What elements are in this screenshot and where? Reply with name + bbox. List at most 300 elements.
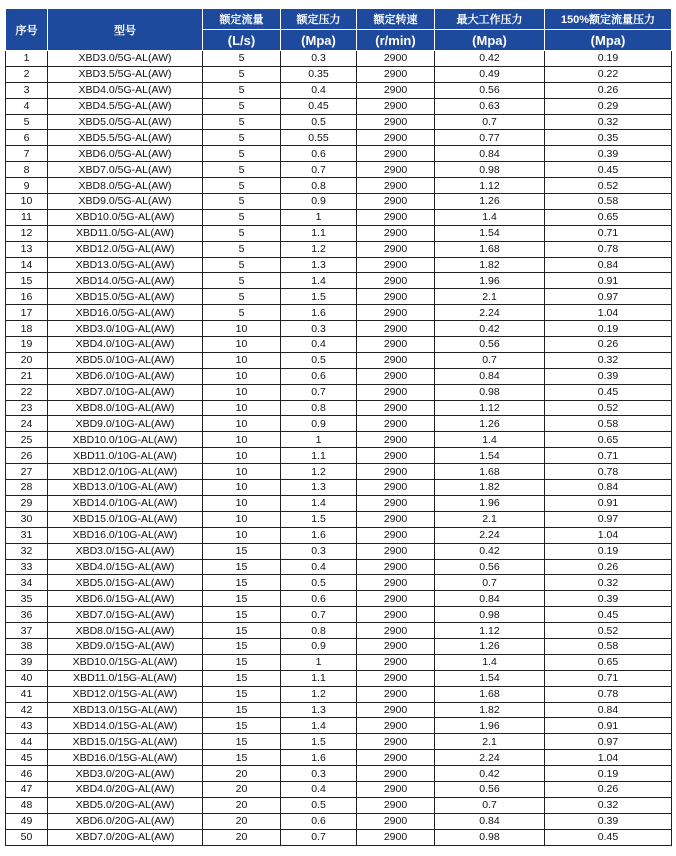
cell-model: XBD16.0/15G-AL(AW) xyxy=(48,750,203,766)
cell-flow: 5 xyxy=(203,194,281,210)
cell-index: 3 xyxy=(6,82,48,98)
cell-pressure: 1.5 xyxy=(281,734,357,750)
cell-150-pressure: 0.32 xyxy=(545,797,672,813)
cell-max-pressure: 0.98 xyxy=(435,162,545,178)
cell-speed: 2900 xyxy=(357,464,435,480)
table-row xyxy=(6,638,672,654)
cell-max-pressure: 0.84 xyxy=(435,591,545,607)
cell-pressure: 0.9 xyxy=(281,638,357,654)
cell-index: 9 xyxy=(6,178,48,194)
cell-max-pressure: 1.82 xyxy=(435,702,545,718)
cell-flow: 5 xyxy=(203,305,281,321)
cell-index: 46 xyxy=(6,766,48,782)
cell-flow: 10 xyxy=(203,464,281,480)
cell-index: 32 xyxy=(6,543,48,559)
cell-150-pressure: 1.04 xyxy=(545,527,672,543)
cell-model: XBD4.5/5G-AL(AW) xyxy=(48,98,203,114)
cell-150-pressure: 0.39 xyxy=(545,591,672,607)
table-row xyxy=(6,400,672,416)
header-flow: 额定流量 xyxy=(203,9,281,30)
cell-150-pressure: 0.58 xyxy=(545,194,672,210)
cell-150-pressure: 0.26 xyxy=(545,559,672,575)
table-row xyxy=(6,352,672,368)
cell-pressure: 0.9 xyxy=(281,194,357,210)
cell-speed: 2900 xyxy=(357,337,435,353)
pump-spec-table xyxy=(5,8,672,846)
cell-150-pressure: 0.65 xyxy=(545,209,672,225)
cell-model: XBD16.0/10G-AL(AW) xyxy=(48,527,203,543)
cell-max-pressure: 0.42 xyxy=(435,543,545,559)
cell-max-pressure: 1.68 xyxy=(435,464,545,480)
cell-index: 18 xyxy=(6,321,48,337)
header-max-pressure: 最大工作压力 xyxy=(435,9,545,30)
cell-pressure: 1.4 xyxy=(281,273,357,289)
cell-max-pressure: 0.56 xyxy=(435,82,545,98)
cell-speed: 2900 xyxy=(357,495,435,511)
cell-speed: 2900 xyxy=(357,321,435,337)
table-row xyxy=(6,702,672,718)
cell-flow: 5 xyxy=(203,162,281,178)
cell-max-pressure: 2.24 xyxy=(435,527,545,543)
cell-index: 35 xyxy=(6,591,48,607)
table-row xyxy=(6,114,672,130)
cell-index: 30 xyxy=(6,511,48,527)
table-row xyxy=(6,432,672,448)
cell-max-pressure: 1.54 xyxy=(435,448,545,464)
cell-model: XBD6.0/15G-AL(AW) xyxy=(48,591,203,607)
cell-150-pressure: 0.58 xyxy=(545,638,672,654)
cell-pressure: 0.6 xyxy=(281,146,357,162)
cell-150-pressure: 0.91 xyxy=(545,495,672,511)
cell-max-pressure: 0.7 xyxy=(435,575,545,591)
cell-flow: 10 xyxy=(203,352,281,368)
cell-speed: 2900 xyxy=(357,702,435,718)
cell-model: XBD15.0/10G-AL(AW) xyxy=(48,511,203,527)
table-row xyxy=(6,464,672,480)
cell-pressure: 1.2 xyxy=(281,464,357,480)
cell-model: XBD13.0/5G-AL(AW) xyxy=(48,257,203,273)
cell-index: 13 xyxy=(6,241,48,257)
cell-pressure: 1.5 xyxy=(281,289,357,305)
cell-model: XBD4.0/5G-AL(AW) xyxy=(48,82,203,98)
table-row xyxy=(6,750,672,766)
cell-pressure: 0.3 xyxy=(281,51,357,67)
table-row xyxy=(6,130,672,146)
cell-flow: 5 xyxy=(203,130,281,146)
cell-model: XBD4.0/10G-AL(AW) xyxy=(48,337,203,353)
cell-model: XBD3.5/5G-AL(AW) xyxy=(48,66,203,82)
cell-index: 20 xyxy=(6,352,48,368)
cell-speed: 2900 xyxy=(357,305,435,321)
cell-max-pressure: 0.42 xyxy=(435,51,545,67)
cell-150-pressure: 0.71 xyxy=(545,448,672,464)
cell-pressure: 0.5 xyxy=(281,114,357,130)
cell-max-pressure: 1.82 xyxy=(435,480,545,496)
cell-pressure: 0.3 xyxy=(281,321,357,337)
cell-flow: 5 xyxy=(203,178,281,194)
cell-150-pressure: 0.84 xyxy=(545,480,672,496)
cell-pressure: 0.3 xyxy=(281,766,357,782)
table-row xyxy=(6,448,672,464)
cell-index: 36 xyxy=(6,607,48,623)
cell-max-pressure: 1.12 xyxy=(435,178,545,194)
table-row xyxy=(6,511,672,527)
cell-150-pressure: 0.58 xyxy=(545,416,672,432)
cell-flow: 15 xyxy=(203,734,281,750)
cell-150-pressure: 0.52 xyxy=(545,400,672,416)
table-body xyxy=(6,51,672,846)
table-row xyxy=(6,543,672,559)
cell-index: 16 xyxy=(6,289,48,305)
cell-max-pressure: 0.56 xyxy=(435,337,545,353)
cell-flow: 10 xyxy=(203,495,281,511)
cell-150-pressure: 0.26 xyxy=(545,337,672,353)
cell-speed: 2900 xyxy=(357,543,435,559)
cell-model: XBD3.0/10G-AL(AW) xyxy=(48,321,203,337)
cell-speed: 2900 xyxy=(357,734,435,750)
cell-speed: 2900 xyxy=(357,51,435,67)
cell-model: XBD5.5/5G-AL(AW) xyxy=(48,130,203,146)
cell-index: 49 xyxy=(6,813,48,829)
cell-150-pressure: 0.71 xyxy=(545,670,672,686)
cell-150-pressure: 0.39 xyxy=(545,146,672,162)
cell-flow: 10 xyxy=(203,337,281,353)
cell-flow: 5 xyxy=(203,51,281,67)
cell-speed: 2900 xyxy=(357,66,435,82)
cell-max-pressure: 2.1 xyxy=(435,289,545,305)
table-row xyxy=(6,623,672,639)
table-row xyxy=(6,273,672,289)
cell-flow: 10 xyxy=(203,432,281,448)
cell-max-pressure: 1.68 xyxy=(435,241,545,257)
cell-max-pressure: 1.12 xyxy=(435,400,545,416)
cell-model: XBD11.0/10G-AL(AW) xyxy=(48,448,203,464)
cell-speed: 2900 xyxy=(357,82,435,98)
cell-max-pressure: 0.98 xyxy=(435,829,545,845)
header-flow-unit: (L/s) xyxy=(203,30,281,51)
cell-index: 29 xyxy=(6,495,48,511)
cell-flow: 5 xyxy=(203,241,281,257)
table-row xyxy=(6,734,672,750)
cell-pressure: 0.6 xyxy=(281,368,357,384)
cell-index: 42 xyxy=(6,702,48,718)
cell-index: 15 xyxy=(6,273,48,289)
cell-model: XBD5.0/10G-AL(AW) xyxy=(48,352,203,368)
table-row xyxy=(6,209,672,225)
cell-index: 12 xyxy=(6,225,48,241)
cell-max-pressure: 0.98 xyxy=(435,607,545,623)
cell-150-pressure: 0.19 xyxy=(545,321,672,337)
table-row xyxy=(6,66,672,82)
cell-model: XBD7.0/15G-AL(AW) xyxy=(48,607,203,623)
cell-flow: 5 xyxy=(203,82,281,98)
cell-max-pressure: 1.96 xyxy=(435,718,545,734)
cell-max-pressure: 0.63 xyxy=(435,98,545,114)
table-row xyxy=(6,82,672,98)
cell-150-pressure: 0.35 xyxy=(545,130,672,146)
cell-index: 5 xyxy=(6,114,48,130)
cell-max-pressure: 0.77 xyxy=(435,130,545,146)
header-150-pressure: 150%额定流量压力 xyxy=(545,9,672,30)
cell-model: XBD14.0/10G-AL(AW) xyxy=(48,495,203,511)
cell-pressure: 1 xyxy=(281,432,357,448)
cell-index: 21 xyxy=(6,368,48,384)
cell-index: 11 xyxy=(6,209,48,225)
table-row xyxy=(6,368,672,384)
cell-pressure: 0.3 xyxy=(281,543,357,559)
table-row xyxy=(6,829,672,845)
cell-pressure: 0.6 xyxy=(281,813,357,829)
cell-model: XBD3.0/20G-AL(AW) xyxy=(48,766,203,782)
table-row xyxy=(6,194,672,210)
cell-pressure: 0.55 xyxy=(281,130,357,146)
table-row xyxy=(6,559,672,575)
cell-pressure: 0.7 xyxy=(281,829,357,845)
cell-pressure: 0.7 xyxy=(281,162,357,178)
cell-150-pressure: 0.71 xyxy=(545,225,672,241)
cell-speed: 2900 xyxy=(357,670,435,686)
cell-flow: 10 xyxy=(203,368,281,384)
cell-model: XBD5.0/20G-AL(AW) xyxy=(48,797,203,813)
cell-index: 28 xyxy=(6,480,48,496)
cell-flow: 20 xyxy=(203,766,281,782)
cell-flow: 10 xyxy=(203,527,281,543)
cell-150-pressure: 0.45 xyxy=(545,162,672,178)
cell-max-pressure: 0.7 xyxy=(435,352,545,368)
cell-model: XBD10.0/5G-AL(AW) xyxy=(48,209,203,225)
cell-max-pressure: 0.56 xyxy=(435,559,545,575)
cell-model: XBD8.0/15G-AL(AW) xyxy=(48,623,203,639)
cell-speed: 2900 xyxy=(357,352,435,368)
table-row xyxy=(6,321,672,337)
cell-pressure: 1 xyxy=(281,654,357,670)
cell-flow: 10 xyxy=(203,384,281,400)
cell-index: 44 xyxy=(6,734,48,750)
cell-speed: 2900 xyxy=(357,781,435,797)
cell-model: XBD11.0/5G-AL(AW) xyxy=(48,225,203,241)
cell-max-pressure: 1.96 xyxy=(435,495,545,511)
cell-flow: 15 xyxy=(203,559,281,575)
table-row xyxy=(6,527,672,543)
cell-speed: 2900 xyxy=(357,718,435,734)
cell-model: XBD11.0/15G-AL(AW) xyxy=(48,670,203,686)
cell-pressure: 1.6 xyxy=(281,305,357,321)
cell-index: 40 xyxy=(6,670,48,686)
cell-index: 25 xyxy=(6,432,48,448)
cell-model: XBD12.0/15G-AL(AW) xyxy=(48,686,203,702)
cell-max-pressure: 2.1 xyxy=(435,734,545,750)
cell-model: XBD7.0/20G-AL(AW) xyxy=(48,829,203,845)
cell-max-pressure: 2.24 xyxy=(435,305,545,321)
cell-max-pressure: 0.42 xyxy=(435,321,545,337)
cell-150-pressure: 0.91 xyxy=(545,273,672,289)
cell-flow: 15 xyxy=(203,575,281,591)
cell-speed: 2900 xyxy=(357,797,435,813)
cell-max-pressure: 1.96 xyxy=(435,273,545,289)
cell-pressure: 0.9 xyxy=(281,416,357,432)
cell-index: 43 xyxy=(6,718,48,734)
cell-max-pressure: 1.68 xyxy=(435,686,545,702)
cell-flow: 10 xyxy=(203,416,281,432)
cell-pressure: 1.1 xyxy=(281,670,357,686)
cell-flow: 15 xyxy=(203,623,281,639)
cell-model: XBD15.0/15G-AL(AW) xyxy=(48,734,203,750)
cell-speed: 2900 xyxy=(357,432,435,448)
cell-max-pressure: 0.56 xyxy=(435,781,545,797)
cell-model: XBD7.0/10G-AL(AW) xyxy=(48,384,203,400)
table-row xyxy=(6,813,672,829)
cell-pressure: 0.35 xyxy=(281,66,357,82)
cell-max-pressure: 1.54 xyxy=(435,670,545,686)
cell-flow: 20 xyxy=(203,781,281,797)
table-row xyxy=(6,797,672,813)
cell-150-pressure: 0.97 xyxy=(545,511,672,527)
cell-speed: 2900 xyxy=(357,400,435,416)
table-row xyxy=(6,162,672,178)
cell-150-pressure: 0.97 xyxy=(545,289,672,305)
cell-speed: 2900 xyxy=(357,114,435,130)
cell-speed: 2900 xyxy=(357,686,435,702)
header-pressure-unit: (Mpa) xyxy=(281,30,357,51)
cell-speed: 2900 xyxy=(357,623,435,639)
cell-150-pressure: 0.84 xyxy=(545,702,672,718)
table-row xyxy=(6,591,672,607)
header-model: 型号 xyxy=(48,9,203,51)
cell-150-pressure: 0.65 xyxy=(545,432,672,448)
table-row xyxy=(6,225,672,241)
cell-max-pressure: 0.84 xyxy=(435,146,545,162)
cell-flow: 20 xyxy=(203,813,281,829)
cell-index: 37 xyxy=(6,623,48,639)
cell-pressure: 0.8 xyxy=(281,400,357,416)
cell-index: 26 xyxy=(6,448,48,464)
cell-speed: 2900 xyxy=(357,607,435,623)
cell-index: 14 xyxy=(6,257,48,273)
cell-speed: 2900 xyxy=(357,638,435,654)
cell-speed: 2900 xyxy=(357,448,435,464)
cell-index: 8 xyxy=(6,162,48,178)
cell-150-pressure: 0.22 xyxy=(545,66,672,82)
cell-max-pressure: 0.84 xyxy=(435,813,545,829)
table-row xyxy=(6,607,672,623)
cell-flow: 15 xyxy=(203,638,281,654)
cell-flow: 15 xyxy=(203,670,281,686)
cell-max-pressure: 2.24 xyxy=(435,750,545,766)
cell-index: 48 xyxy=(6,797,48,813)
cell-150-pressure: 0.32 xyxy=(545,352,672,368)
cell-flow: 5 xyxy=(203,289,281,305)
cell-max-pressure: 1.82 xyxy=(435,257,545,273)
cell-pressure: 1.6 xyxy=(281,750,357,766)
cell-model: XBD15.0/5G-AL(AW) xyxy=(48,289,203,305)
cell-index: 6 xyxy=(6,130,48,146)
table-row xyxy=(6,289,672,305)
cell-speed: 2900 xyxy=(357,98,435,114)
cell-index: 41 xyxy=(6,686,48,702)
cell-pressure: 1.5 xyxy=(281,511,357,527)
cell-150-pressure: 0.26 xyxy=(545,82,672,98)
cell-pressure: 0.45 xyxy=(281,98,357,114)
cell-index: 27 xyxy=(6,464,48,480)
pump-spec-table-container xyxy=(5,8,671,846)
cell-pressure: 1.3 xyxy=(281,702,357,718)
cell-model: XBD8.0/5G-AL(AW) xyxy=(48,178,203,194)
cell-model: XBD4.0/20G-AL(AW) xyxy=(48,781,203,797)
table-row xyxy=(6,718,672,734)
table-row xyxy=(6,51,672,67)
table-row xyxy=(6,178,672,194)
header-150-pressure-unit: (Mpa) xyxy=(545,30,672,51)
table-row xyxy=(6,670,672,686)
cell-index: 47 xyxy=(6,781,48,797)
cell-pressure: 0.5 xyxy=(281,575,357,591)
cell-index: 45 xyxy=(6,750,48,766)
cell-flow: 10 xyxy=(203,400,281,416)
cell-150-pressure: 0.97 xyxy=(545,734,672,750)
cell-model: XBD3.0/15G-AL(AW) xyxy=(48,543,203,559)
cell-flow: 5 xyxy=(203,209,281,225)
cell-pressure: 0.4 xyxy=(281,337,357,353)
cell-speed: 2900 xyxy=(357,527,435,543)
cell-max-pressure: 0.7 xyxy=(435,114,545,130)
cell-speed: 2900 xyxy=(357,829,435,845)
cell-flow: 20 xyxy=(203,797,281,813)
cell-flow: 10 xyxy=(203,448,281,464)
cell-speed: 2900 xyxy=(357,273,435,289)
cell-index: 7 xyxy=(6,146,48,162)
cell-flow: 15 xyxy=(203,750,281,766)
cell-model: XBD14.0/15G-AL(AW) xyxy=(48,718,203,734)
cell-model: XBD6.0/5G-AL(AW) xyxy=(48,146,203,162)
cell-speed: 2900 xyxy=(357,289,435,305)
cell-model: XBD9.0/10G-AL(AW) xyxy=(48,416,203,432)
cell-pressure: 0.5 xyxy=(281,352,357,368)
cell-model: XBD12.0/5G-AL(AW) xyxy=(48,241,203,257)
cell-index: 22 xyxy=(6,384,48,400)
cell-flow: 5 xyxy=(203,98,281,114)
cell-index: 10 xyxy=(6,194,48,210)
cell-model: XBD9.0/15G-AL(AW) xyxy=(48,638,203,654)
cell-max-pressure: 2.1 xyxy=(435,511,545,527)
cell-model: XBD7.0/5G-AL(AW) xyxy=(48,162,203,178)
cell-150-pressure: 0.19 xyxy=(545,51,672,67)
cell-pressure: 1 xyxy=(281,209,357,225)
header-speed: 额定转速 xyxy=(357,9,435,30)
cell-index: 23 xyxy=(6,400,48,416)
cell-pressure: 1.4 xyxy=(281,718,357,734)
cell-pressure: 1.4 xyxy=(281,495,357,511)
cell-index: 39 xyxy=(6,654,48,670)
cell-max-pressure: 0.49 xyxy=(435,66,545,82)
cell-index: 17 xyxy=(6,305,48,321)
cell-model: XBD3.0/5G-AL(AW) xyxy=(48,51,203,67)
cell-150-pressure: 0.19 xyxy=(545,766,672,782)
cell-speed: 2900 xyxy=(357,209,435,225)
cell-150-pressure: 1.04 xyxy=(545,750,672,766)
cell-150-pressure: 0.78 xyxy=(545,464,672,480)
cell-pressure: 1.6 xyxy=(281,527,357,543)
cell-150-pressure: 0.19 xyxy=(545,543,672,559)
cell-pressure: 1.1 xyxy=(281,448,357,464)
table-row xyxy=(6,495,672,511)
cell-150-pressure: 0.26 xyxy=(545,781,672,797)
cell-flow: 15 xyxy=(203,543,281,559)
cell-speed: 2900 xyxy=(357,194,435,210)
table-row xyxy=(6,257,672,273)
header-max-pressure-unit: (Mpa) xyxy=(435,30,545,51)
cell-speed: 2900 xyxy=(357,257,435,273)
cell-index: 50 xyxy=(6,829,48,845)
